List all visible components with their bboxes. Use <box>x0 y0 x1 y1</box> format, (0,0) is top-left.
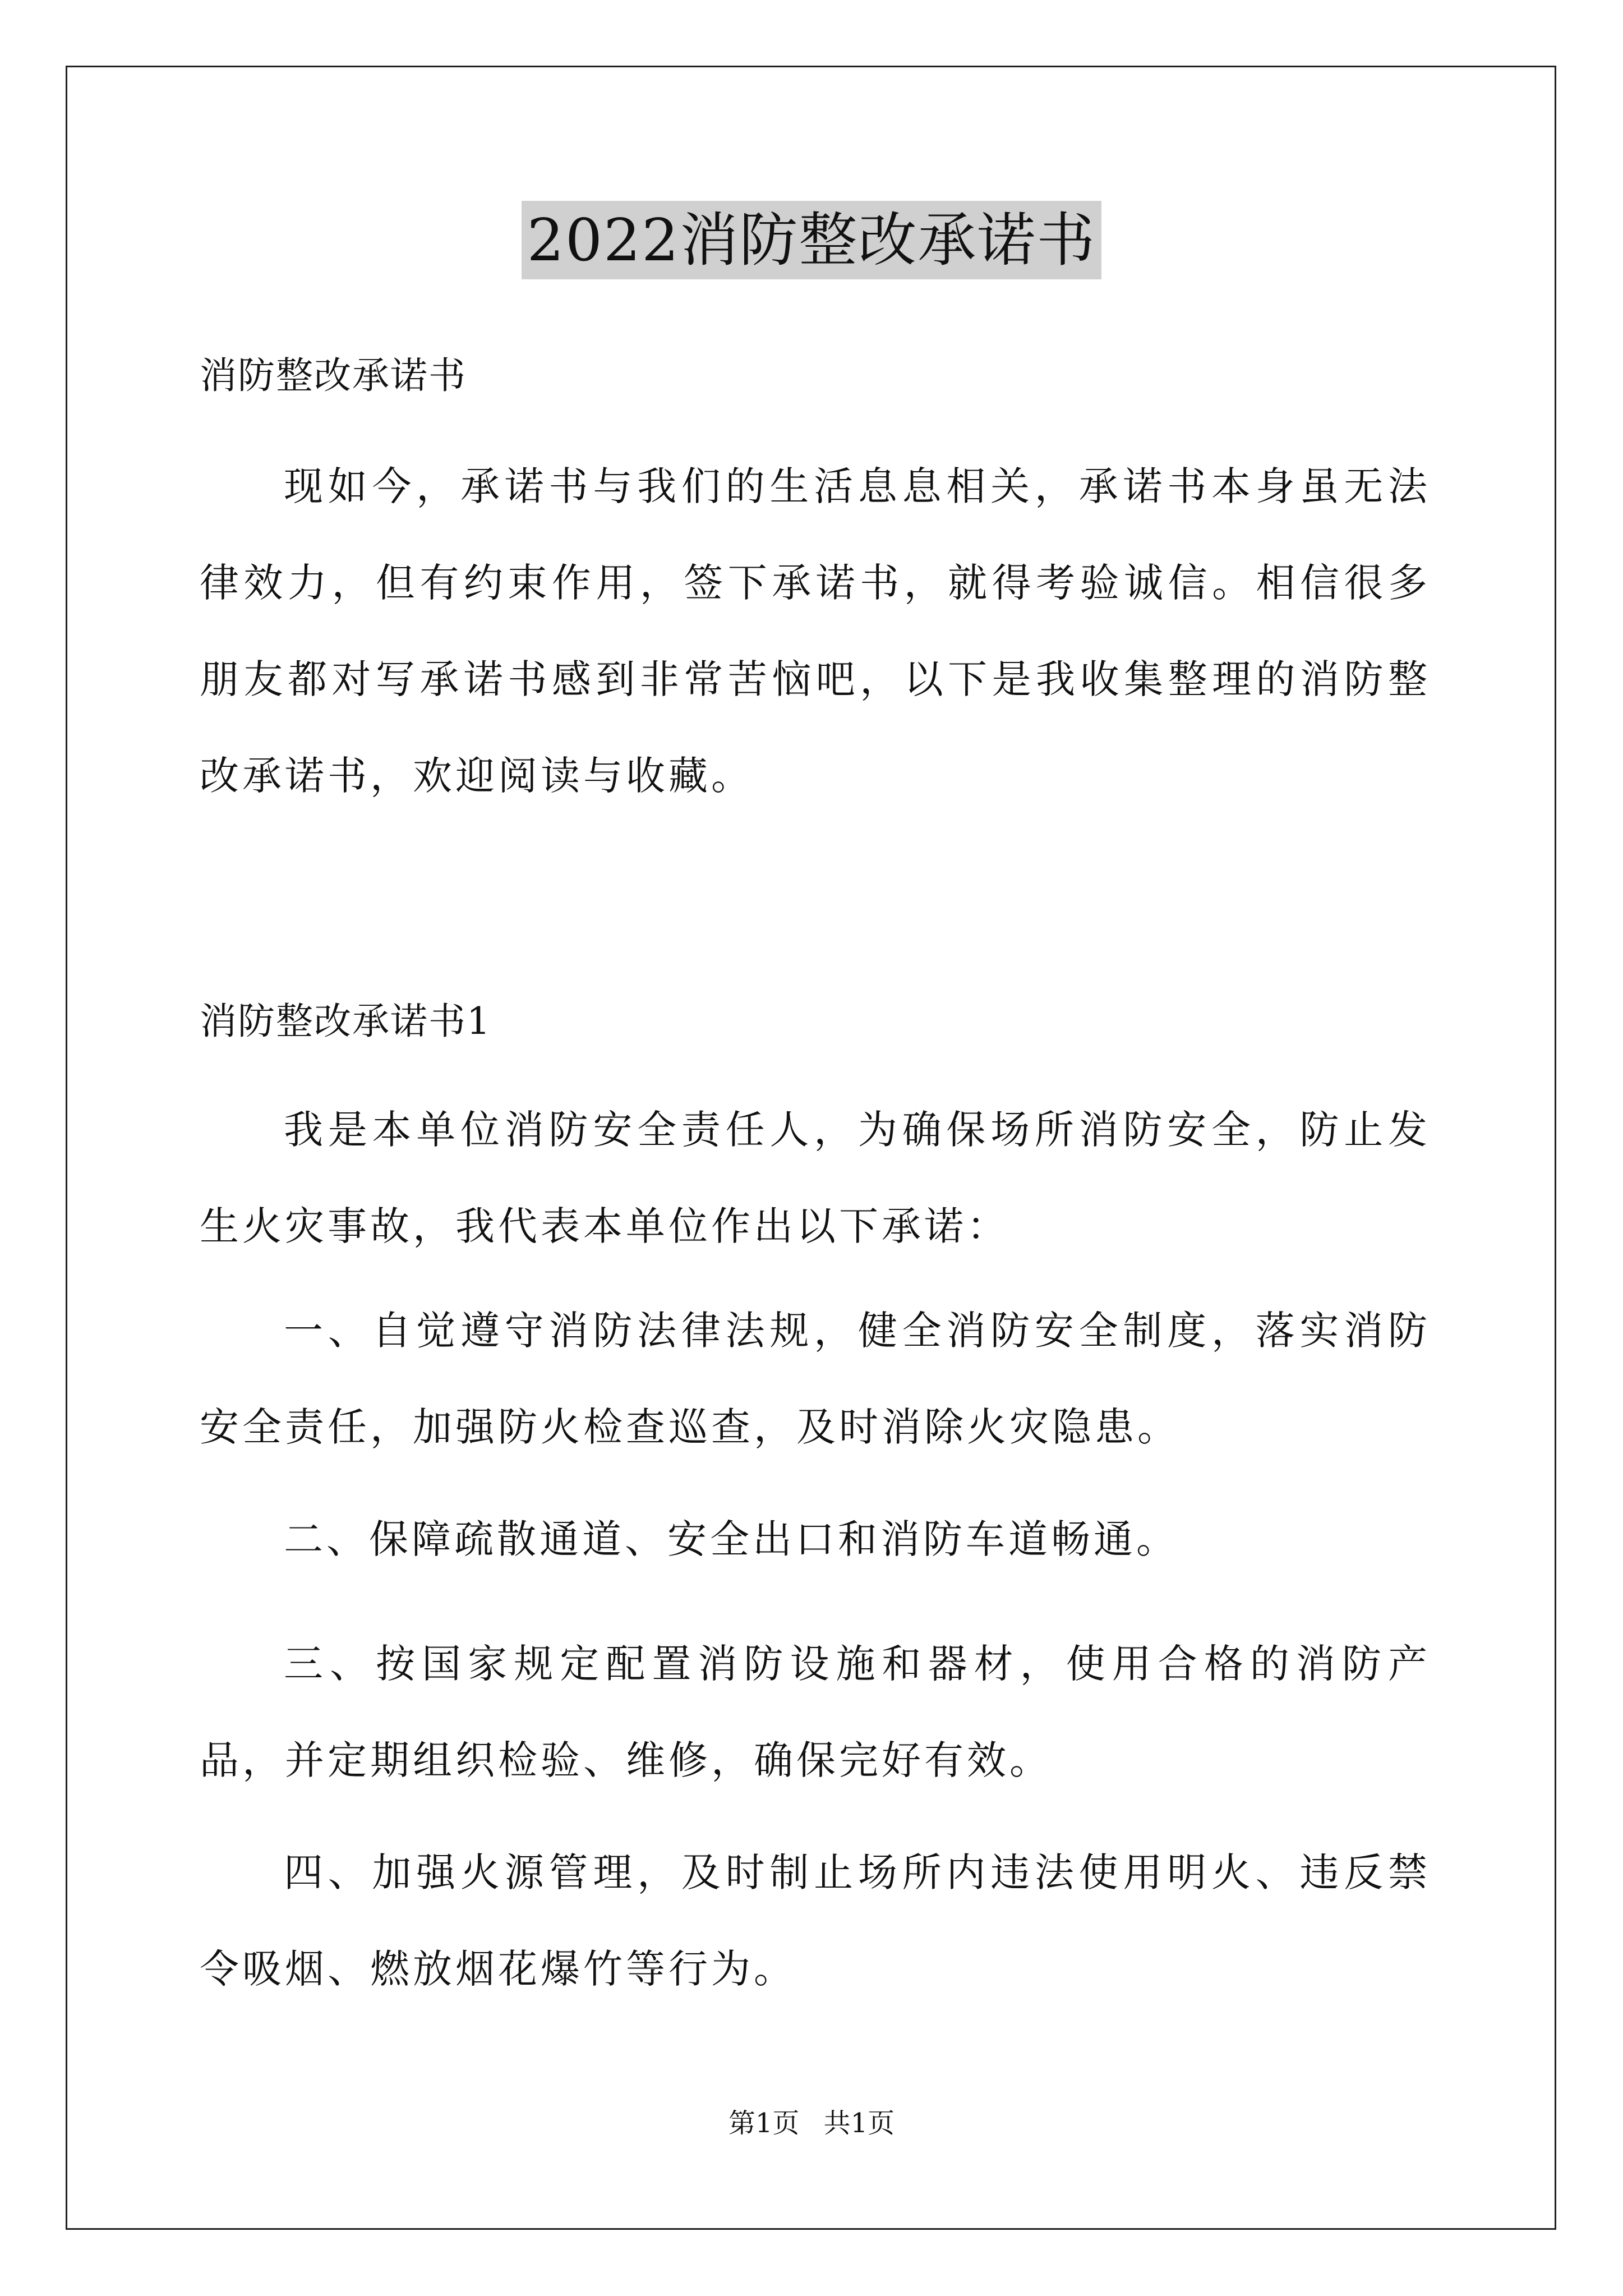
page-number: 第1页 <box>728 2108 800 2139</box>
page-total: 共1页 <box>823 2108 895 2139</box>
body-paragraph: 三、按国家规定配置消防设施和器材，使用合格的消防产品，并定期组织检验、维修，确保完好有效。 <box>200 1641 1431 1783</box>
page-footer <box>0 2106 1623 2140</box>
body-paragraph: 二、保障疏散通道、安全出口和消防车道畅通。 <box>284 1516 1179 1562</box>
body-paragraph: 一、自觉遵守消防法律法规，健全消防安全制度，落实消防安全责任，加强防火检查巡查，及时消除火灾隐患。 <box>200 1308 1431 1450</box>
document-subtitle: 消防整改承诺书 <box>200 354 467 397</box>
intro-paragraph: 现如今，承诺书与我们的生活息息相关，承诺书本身虽无法律效力，但有约束作用，签下承诺书，就得考验诚信。相信很多朋友都对写承诺书感到非常苦恼吧，以下是我收集整理的消防整改承诺书，欢迎阅读与收藏。 <box>200 463 1431 799</box>
document-title-text: 2022消防整改承诺书 <box>522 201 1102 279</box>
document-title <box>0 201 1623 279</box>
section-heading: 消防整改承诺书1 <box>200 1000 491 1043</box>
body-paragraph: 四、加强火源管理，及时制止场所内违法使用明火、违反禁令吸烟、燃放烟花爆竹等行为。 <box>200 1849 1431 1992</box>
body-paragraph: 我是本单位消防安全责任人，为确保场所消防安全，防止发生火灾事故，我代表本单位作出以下承诺： <box>200 1107 1431 1249</box>
